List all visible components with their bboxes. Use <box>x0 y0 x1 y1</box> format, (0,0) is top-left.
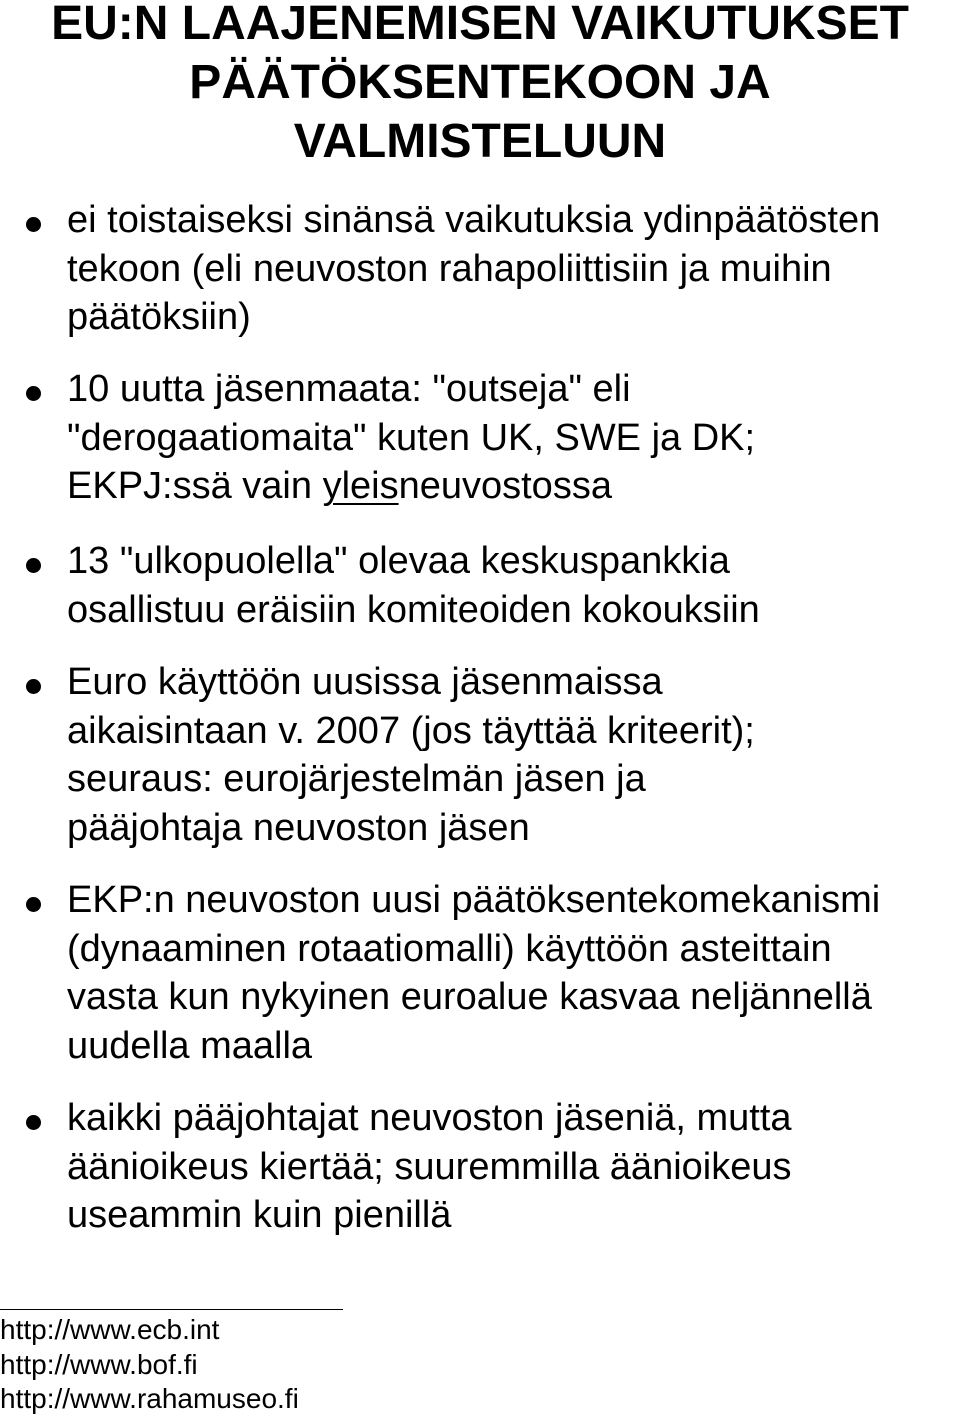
bullet-dot-icon <box>26 1115 41 1130</box>
footer-links <box>0 1313 299 1417</box>
page-title-line: EU:N LAAJENEMISEN VAIKUTUKSET <box>51 0 909 50</box>
bullet-line: (dynaaminen rotaatiomalli) käyttöön asteittain <box>67 927 832 970</box>
bullet-line-text: EKPJ:ssä vain <box>67 465 323 507</box>
bullet-text <box>67 1094 960 1240</box>
bullet-line: kaikki pääjohtajat neuvoston jäseniä, mutta <box>67 1097 792 1139</box>
bullet-dot-icon <box>26 217 41 232</box>
bullet-line: EKP:n neuvoston uusi päätöksentekomekanismi <box>67 879 881 921</box>
underlined-word: yleis <box>322 465 399 507</box>
bullet-line: uudella maalla <box>67 1024 313 1067</box>
bullet-dot-icon <box>26 897 41 912</box>
page-title-line: PÄÄTÖKSENTEKOON JA <box>189 56 771 109</box>
bullet-line: osallistuu eräisiin komiteoiden kokouksiin <box>67 588 760 631</box>
bullet-text <box>67 537 960 634</box>
bullet-line-text: neuvostossa <box>398 465 612 507</box>
link-rahamuseo[interactable]: http://www.rahamuseo.fi <box>0 1383 299 1414</box>
bullet-line: "derogaatiomaita" kuten UK, SWE ja DK; <box>67 416 756 459</box>
bullet-line: vasta kun nykyinen euroalue kasvaa neljännellä <box>67 976 872 1018</box>
bullet-line: äänioikeus kiertää; suuremmilla äänioikeus <box>67 1145 792 1188</box>
link-bof[interactable]: http://www.bof.fi <box>0 1348 198 1380</box>
bullet-line: useammin kuin pienillä <box>67 1194 452 1236</box>
bullet-dot-icon <box>26 679 41 694</box>
bullet-line: 10 uutta jäsenmaata: "outseja" eli <box>67 368 631 410</box>
bullet-text <box>67 876 960 1070</box>
bullet-line: aikaisintaan v. 2007 (jos täyttää kriteerit); <box>67 709 755 752</box>
bullet-text <box>67 658 960 852</box>
bullet-line <box>67 462 960 511</box>
page-title <box>0 0 960 171</box>
bullet-line: päätöksiin) <box>67 296 251 338</box>
bullet-line: seuraus: eurojärjestelmän jäsen ja <box>67 758 646 800</box>
bullet-line: tekoon (eli neuvoston rahapoliittisiin ja muihin <box>67 247 832 290</box>
bullet-dot-icon <box>26 386 41 401</box>
bullet-text <box>67 365 960 511</box>
link-ecb[interactable]: http://www.ecb.int <box>0 1314 220 1345</box>
bullet-line: Euro käyttöön uusissa jäsenmaissa <box>67 661 663 703</box>
page-title-line: VALMISTELUUN <box>293 115 667 168</box>
footnote-divider <box>0 1309 343 1310</box>
bullet-line: pääjohtaja neuvoston jäsen <box>67 806 530 849</box>
bullet-text <box>67 196 960 342</box>
bullet-line: 13 "ulkopuolella" olevaa keskuspankkia <box>67 540 730 582</box>
bullet-line: ei toistaiseksi sinänsä vaikutuksia ydinpäätösten <box>67 199 881 241</box>
bullet-dot-icon <box>26 558 41 573</box>
